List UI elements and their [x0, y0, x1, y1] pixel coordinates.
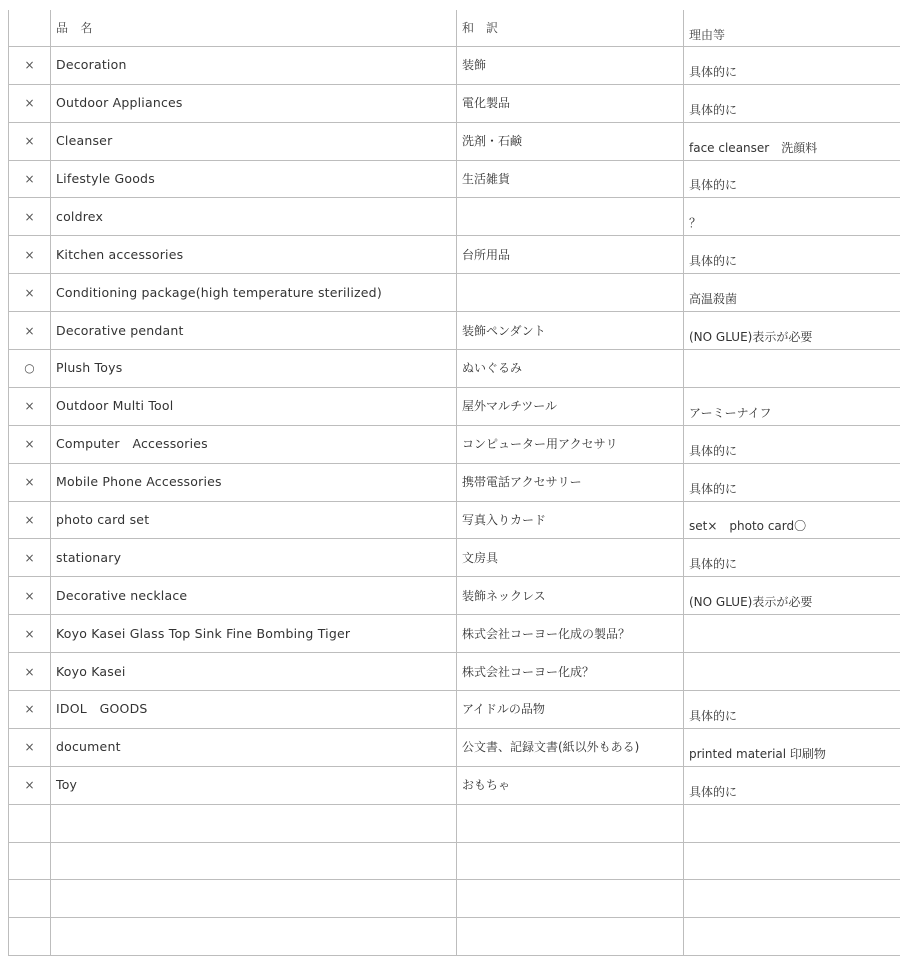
row-reason [684, 842, 900, 880]
row-item-name: stationary [51, 539, 457, 577]
header-translation: 和 訳 [457, 10, 684, 46]
row-mark: × [9, 122, 51, 160]
row-item-name [51, 918, 457, 956]
row-mark: × [9, 501, 51, 539]
header-mark [9, 10, 51, 46]
row-translation [457, 804, 684, 842]
table-row [9, 842, 900, 880]
row-mark: × [9, 46, 51, 84]
row-mark [9, 880, 51, 918]
header-reason: 理由等 [684, 10, 900, 46]
row-item-name: document [51, 728, 457, 766]
table-row [9, 539, 900, 577]
row-item-name: Cleanser [51, 122, 457, 160]
row-item-name [51, 804, 457, 842]
row-reason [684, 350, 900, 388]
row-item-name: Decorative necklace [51, 577, 457, 615]
row-mark: × [9, 615, 51, 653]
table-row [9, 766, 900, 804]
table-row [9, 880, 900, 918]
row-mark: × [9, 463, 51, 501]
row-translation: 屋外マルチツール [457, 387, 684, 425]
item-table [8, 10, 900, 956]
row-reason: face cleanser 洗顔料 [684, 122, 900, 160]
row-mark: × [9, 653, 51, 691]
row-item-name: Toy [51, 766, 457, 804]
row-translation: 携帯電話アクセサリー [457, 463, 684, 501]
row-reason [684, 615, 900, 653]
row-mark: × [9, 84, 51, 122]
table-row [9, 501, 900, 539]
row-reason: set× photo card〇 [684, 501, 900, 539]
row-translation: 株式会社コーヨー化成の製品？ [457, 615, 684, 653]
item-table-body [9, 10, 900, 956]
row-reason: 具体的に [684, 539, 900, 577]
table-row [9, 198, 900, 236]
row-reason: 具体的に [684, 425, 900, 463]
row-translation: 株式会社コーヨー化成？ [457, 653, 684, 691]
row-item-name: Koyo Kasei Glass Top Sink Fine Bombing Tiger [51, 615, 457, 653]
table-row [9, 46, 900, 84]
table-row [9, 691, 900, 729]
row-mark: × [9, 766, 51, 804]
row-translation: 文房具 [457, 539, 684, 577]
row-item-name: Decoration [51, 46, 457, 84]
row-reason: 具体的に [684, 766, 900, 804]
row-mark: × [9, 577, 51, 615]
row-translation: 電化製品 [457, 84, 684, 122]
table-row [9, 312, 900, 350]
row-mark: × [9, 236, 51, 274]
row-reason: (NO GLUE)表示が必要 [684, 312, 900, 350]
row-reason: 具体的に [684, 463, 900, 501]
row-reason [684, 653, 900, 691]
row-reason: 具体的に [684, 236, 900, 274]
row-reason [684, 880, 900, 918]
row-item-name [51, 842, 457, 880]
row-mark: × [9, 539, 51, 577]
row-mark [9, 842, 51, 880]
row-item-name: coldrex [51, 198, 457, 236]
row-reason: 具体的に [684, 46, 900, 84]
row-mark [9, 804, 51, 842]
row-translation: 公文書、記録文書(紙以外もある) [457, 728, 684, 766]
table-header-row [9, 10, 900, 46]
row-mark: × [9, 691, 51, 729]
row-translation: おもちゃ [457, 766, 684, 804]
row-item-name: Mobile Phone Accessories [51, 463, 457, 501]
row-mark: × [9, 312, 51, 350]
row-item-name: Outdoor Appliances [51, 84, 457, 122]
row-item-name: IDOL GOODS [51, 691, 457, 729]
row-translation: アイドルの品物 [457, 691, 684, 729]
row-reason: 高温殺菌 [684, 274, 900, 312]
row-mark: × [9, 160, 51, 198]
table-row [9, 122, 900, 160]
row-mark: × [9, 387, 51, 425]
row-translation: 写真入りカード [457, 501, 684, 539]
row-item-name: Plush Toys [51, 350, 457, 388]
table-row [9, 463, 900, 501]
row-reason: 具体的に [684, 160, 900, 198]
table-row [9, 653, 900, 691]
row-item-name: Decorative pendant [51, 312, 457, 350]
row-translation [457, 880, 684, 918]
row-reason [684, 804, 900, 842]
row-mark: × [9, 425, 51, 463]
row-translation: 台所用品 [457, 236, 684, 274]
header-item-name: 品 名 [51, 10, 457, 46]
table-row [9, 728, 900, 766]
table-row [9, 387, 900, 425]
row-translation [457, 198, 684, 236]
row-translation: 装飾 [457, 46, 684, 84]
table-row [9, 236, 900, 274]
row-translation [457, 918, 684, 956]
row-item-name: Lifestyle Goods [51, 160, 457, 198]
row-reason [684, 918, 900, 956]
row-reason: ？ [684, 198, 900, 236]
table-row [9, 274, 900, 312]
row-reason: printed material 印刷物 [684, 728, 900, 766]
row-translation: ぬいぐるみ [457, 350, 684, 388]
table-row [9, 615, 900, 653]
row-translation: 洗剤・石鹸 [457, 122, 684, 160]
row-mark: × [9, 274, 51, 312]
table-row [9, 160, 900, 198]
row-mark: × [9, 198, 51, 236]
row-reason: 具体的に [684, 691, 900, 729]
row-translation: 装飾ペンダント [457, 312, 684, 350]
row-item-name: photo card set [51, 501, 457, 539]
table-row [9, 804, 900, 842]
row-item-name: Outdoor Multi Tool [51, 387, 457, 425]
row-reason: アーミーナイフ [684, 387, 900, 425]
row-translation: 装飾ネックレス [457, 577, 684, 615]
item-review-sheet [8, 10, 900, 956]
row-reason: (NO GLUE)表示が必要 [684, 577, 900, 615]
row-translation [457, 842, 684, 880]
row-mark: × [9, 728, 51, 766]
row-item-name [51, 880, 457, 918]
row-translation: 生活雑貨 [457, 160, 684, 198]
row-item-name: Computer Accessories [51, 425, 457, 463]
table-row [9, 577, 900, 615]
table-row [9, 350, 900, 388]
row-item-name: Kitchen accessories [51, 236, 457, 274]
table-row [9, 84, 900, 122]
row-mark [9, 918, 51, 956]
row-translation: コンピューター用アクセサリ [457, 425, 684, 463]
row-item-name: Koyo Kasei [51, 653, 457, 691]
row-translation [457, 274, 684, 312]
row-reason: 具体的に [684, 84, 900, 122]
row-mark: ○ [9, 350, 51, 388]
table-row [9, 425, 900, 463]
row-item-name: Conditioning package(high temperature sterilized) [51, 274, 457, 312]
table-row [9, 918, 900, 956]
